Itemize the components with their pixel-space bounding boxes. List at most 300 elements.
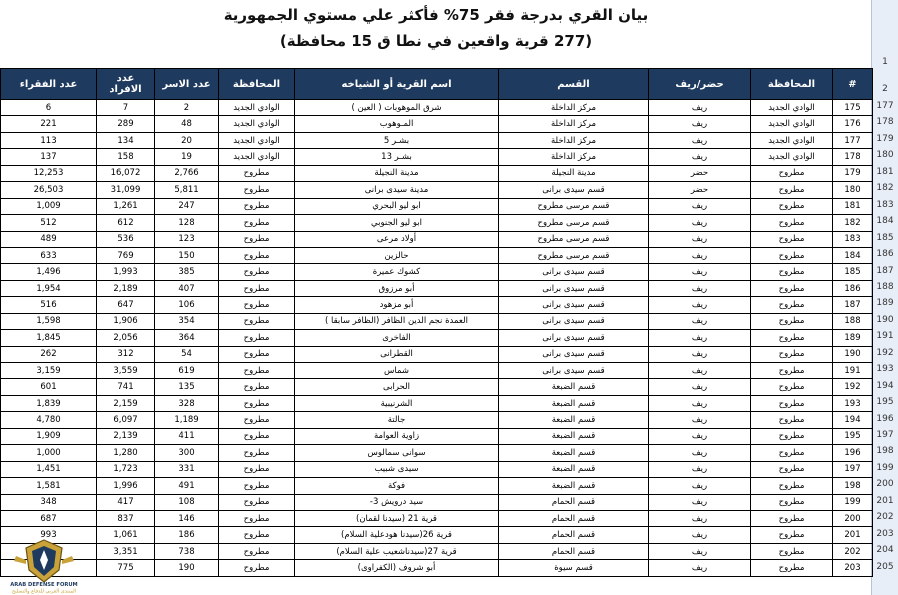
report-title: بيان القري بدرجة فقر 75% فأكثر علي مستوي الجمهورية <box>223 6 649 24</box>
cell-poor[interactable]: 1,909 <box>1 428 97 444</box>
cell-village[interactable]: أبو شروف (الكفراوى) <box>295 560 499 576</box>
cell-individuals[interactable]: 7 <box>97 100 155 116</box>
cell-governorate-2[interactable]: مطروح <box>219 428 295 444</box>
excel-row-number[interactable]: 189 <box>876 298 894 309</box>
cell-governorate[interactable]: مطروح <box>751 313 833 329</box>
excel-row-number[interactable]: 196 <box>876 413 894 424</box>
cell-index[interactable]: 181 <box>833 198 873 214</box>
cell-governorate-2[interactable]: الوادي الجديد <box>219 100 295 116</box>
cell-governorate[interactable]: مطروح <box>751 510 833 526</box>
cell-families[interactable]: 135 <box>155 379 219 395</box>
cell-district[interactable]: قسم مرسى مطروح <box>499 231 649 247</box>
cell-families[interactable]: 54 <box>155 346 219 362</box>
cell-families[interactable]: 108 <box>155 494 219 510</box>
cell-governorate-2[interactable]: مطروح <box>219 363 295 379</box>
col-header-individuals[interactable]: عدد الافراد <box>97 69 155 100</box>
cell-village[interactable]: قرية 21 (سيدنا لقمان) <box>295 510 499 526</box>
cell-governorate[interactable]: مطروح <box>751 346 833 362</box>
excel-row-number[interactable]: 186 <box>876 249 894 260</box>
cell-governorate[interactable]: مطروح <box>751 264 833 280</box>
cell-governorate-2[interactable]: مطروح <box>219 280 295 296</box>
cell-village[interactable]: مدينة النجيلة <box>295 165 499 181</box>
cell-families[interactable]: 328 <box>155 395 219 411</box>
cell-families[interactable]: 2 <box>155 100 219 116</box>
cell-index[interactable]: 191 <box>833 363 873 379</box>
cell-urban-rural[interactable]: ريف <box>649 330 751 346</box>
excel-row-number-2[interactable]: 2 <box>882 84 888 94</box>
cell-governorate-2[interactable]: مطروح <box>219 461 295 477</box>
cell-governorate[interactable]: مطروح <box>751 215 833 231</box>
cell-poor[interactable]: 1,009 <box>1 198 97 214</box>
cell-governorate[interactable]: مطروح <box>751 428 833 444</box>
cell-index[interactable]: 197 <box>833 461 873 477</box>
cell-village[interactable]: ابو ليو البحري <box>295 198 499 214</box>
excel-row-number[interactable]: 203 <box>876 528 894 539</box>
excel-row-number[interactable]: 177 <box>876 101 894 111</box>
cell-families[interactable]: 1,189 <box>155 412 219 428</box>
cell-poor[interactable]: 1,598 <box>1 313 97 329</box>
cell-urban-rural[interactable]: ريف <box>649 494 751 510</box>
cell-urban-rural[interactable]: ريف <box>649 215 751 231</box>
cell-individuals[interactable]: 837 <box>97 510 155 526</box>
cell-urban-rural[interactable]: حضر <box>649 165 751 181</box>
cell-governorate[interactable]: الوادي الجديد <box>751 100 833 116</box>
cell-individuals[interactable]: 536 <box>97 231 155 247</box>
cell-poor[interactable]: 512 <box>1 215 97 231</box>
cell-governorate-2[interactable]: مطروح <box>219 182 295 198</box>
cell-poor[interactable]: 687 <box>1 510 97 526</box>
col-header-governorate[interactable]: المحافظة <box>751 69 833 100</box>
cell-governorate-2[interactable]: مطروح <box>219 379 295 395</box>
excel-row-number[interactable]: 188 <box>876 281 894 292</box>
cell-district[interactable]: مركز الداخلة <box>499 132 649 148</box>
cell-governorate-2[interactable]: مطروح <box>219 165 295 181</box>
cell-urban-rural[interactable]: ريف <box>649 346 751 362</box>
col-header-governorate-2[interactable]: المحافظة <box>219 69 295 100</box>
excel-row-number[interactable]: 184 <box>876 216 894 227</box>
cell-families[interactable]: 407 <box>155 280 219 296</box>
cell-poor[interactable]: 489 <box>1 231 97 247</box>
cell-families[interactable]: 190 <box>155 560 219 576</box>
cell-governorate-2[interactable]: مطروح <box>219 215 295 231</box>
cell-district[interactable]: قسم سيدى برانى <box>499 313 649 329</box>
excel-row-number[interactable]: 193 <box>876 364 894 375</box>
cell-poor[interactable]: 1,839 <box>1 395 97 411</box>
cell-poor[interactable]: 113 <box>1 132 97 148</box>
excel-row-number[interactable]: 195 <box>876 397 894 408</box>
cell-index[interactable]: 201 <box>833 527 873 543</box>
cell-urban-rural[interactable]: ريف <box>649 445 751 461</box>
cell-district[interactable]: مدينة النجيلة <box>499 165 649 181</box>
cell-district[interactable]: قسم مرسى مطروح <box>499 215 649 231</box>
cell-governorate-2[interactable]: مطروح <box>219 478 295 494</box>
cell-poor[interactable]: 993 <box>1 527 97 543</box>
cell-urban-rural[interactable]: ريف <box>649 313 751 329</box>
cell-urban-rural[interactable]: ريف <box>649 280 751 296</box>
cell-governorate-2[interactable]: مطروح <box>219 346 295 362</box>
cell-district[interactable]: مركز الداخلة <box>499 149 649 165</box>
cell-governorate-2[interactable]: الوادي الجديد <box>219 116 295 132</box>
cell-governorate-2[interactable]: مطروح <box>219 543 295 559</box>
cell-village[interactable]: ابو ليو الجنوبي <box>295 215 499 231</box>
cell-poor[interactable]: 262 <box>1 346 97 362</box>
cell-index[interactable]: 182 <box>833 215 873 231</box>
cell-poor[interactable]: 3,159 <box>1 363 97 379</box>
cell-index[interactable]: 199 <box>833 494 873 510</box>
excel-row-number[interactable]: 194 <box>876 380 894 391</box>
excel-row-number[interactable]: 192 <box>876 347 894 358</box>
cell-poor[interactable]: 1,496 <box>1 264 97 280</box>
cell-village[interactable]: حالزين <box>295 247 499 263</box>
cell-individuals[interactable]: 1,261 <box>97 198 155 214</box>
cell-individuals[interactable]: 31,099 <box>97 182 155 198</box>
cell-poor[interactable]: 1,581 <box>1 478 97 494</box>
cell-index[interactable]: 179 <box>833 165 873 181</box>
cell-village[interactable]: بشـر 13 <box>295 149 499 165</box>
excel-row-number[interactable]: 178 <box>876 117 894 128</box>
cell-district[interactable]: قسم سيدى برانى <box>499 297 649 313</box>
cell-urban-rural[interactable]: ريف <box>649 116 751 132</box>
cell-district[interactable]: مركز الداخلة <box>499 116 649 132</box>
cell-individuals[interactable]: 289 <box>97 116 155 132</box>
cell-governorate[interactable]: مطروح <box>751 461 833 477</box>
cell-individuals[interactable]: 1,906 <box>97 313 155 329</box>
cell-index[interactable]: 185 <box>833 264 873 280</box>
cell-families[interactable]: 123 <box>155 231 219 247</box>
cell-urban-rural[interactable]: ريف <box>649 363 751 379</box>
cell-families[interactable]: 619 <box>155 363 219 379</box>
cell-governorate-2[interactable]: مطروح <box>219 395 295 411</box>
cell-index[interactable]: 183 <box>833 231 873 247</box>
cell-individuals[interactable]: 2,159 <box>97 395 155 411</box>
excel-row-number[interactable]: 191 <box>876 331 894 342</box>
col-header-index[interactable]: # <box>833 69 873 100</box>
cell-governorate-2[interactable]: مطروح <box>219 313 295 329</box>
cell-governorate[interactable]: مطروح <box>751 165 833 181</box>
cell-individuals[interactable]: 1,723 <box>97 461 155 477</box>
cell-index[interactable]: 186 <box>833 280 873 296</box>
cell-poor[interactable]: 4,780 <box>1 412 97 428</box>
excel-row-number[interactable]: 201 <box>876 495 894 506</box>
cell-governorate[interactable]: الوادي الجديد <box>751 116 833 132</box>
cell-urban-rural[interactable]: ريف <box>649 412 751 428</box>
cell-index[interactable]: 190 <box>833 346 873 362</box>
cell-urban-rural[interactable]: ريف <box>649 149 751 165</box>
cell-governorate-2[interactable]: مطروح <box>219 560 295 576</box>
cell-poor[interactable]: 26,503 <box>1 182 97 198</box>
cell-district[interactable]: قسم سيدى برانى <box>499 330 649 346</box>
cell-village[interactable]: سيد درويش 3- <box>295 494 499 510</box>
excel-row-number[interactable]: 185 <box>876 232 894 243</box>
cell-governorate-2[interactable]: مطروح <box>219 297 295 313</box>
cell-families[interactable]: 491 <box>155 478 219 494</box>
cell-urban-rural[interactable]: ريف <box>649 560 751 576</box>
cell-individuals[interactable]: 158 <box>97 149 155 165</box>
cell-individuals[interactable]: 1,993 <box>97 264 155 280</box>
cell-index[interactable]: 180 <box>833 182 873 198</box>
cell-governorate[interactable]: مطروح <box>751 363 833 379</box>
cell-individuals[interactable]: 775 <box>97 560 155 576</box>
excel-row-number[interactable]: 181 <box>876 166 894 177</box>
cell-families[interactable]: 364 <box>155 330 219 346</box>
cell-district[interactable]: قسم مرسى مطروح <box>499 247 649 263</box>
cell-district[interactable]: مركز الداخلة <box>499 100 649 116</box>
cell-village[interactable]: المـوهوب <box>295 116 499 132</box>
cell-poor[interactable]: 348 <box>1 494 97 510</box>
cell-index[interactable]: 198 <box>833 478 873 494</box>
cell-individuals[interactable]: 134 <box>97 132 155 148</box>
cell-individuals[interactable]: 769 <box>97 247 155 263</box>
cell-district[interactable]: قسم الضبعة <box>499 412 649 428</box>
excel-row-number[interactable]: 187 <box>876 265 894 276</box>
cell-urban-rural[interactable]: ريف <box>649 510 751 526</box>
cell-governorate[interactable]: مطروح <box>751 527 833 543</box>
cell-index[interactable]: 195 <box>833 428 873 444</box>
cell-urban-rural[interactable]: ريف <box>649 461 751 477</box>
cell-village[interactable]: قرية 26(سيدنا هودعلية السلام) <box>295 527 499 543</box>
cell-governorate[interactable]: مطروح <box>751 412 833 428</box>
cell-urban-rural[interactable]: ريف <box>649 132 751 148</box>
cell-families[interactable]: 20 <box>155 132 219 148</box>
cell-village[interactable]: أبو مرزوق <box>295 280 499 296</box>
cell-governorate[interactable]: مطروح <box>751 560 833 576</box>
cell-individuals[interactable]: 6,097 <box>97 412 155 428</box>
excel-row-number[interactable]: 183 <box>876 199 894 210</box>
cell-individuals[interactable]: 741 <box>97 379 155 395</box>
cell-poor[interactable]: 12,253 <box>1 165 97 181</box>
cell-index[interactable]: 189 <box>833 330 873 346</box>
cell-district[interactable]: قسم الحمام <box>499 543 649 559</box>
cell-governorate-2[interactable]: الوادي الجديد <box>219 132 295 148</box>
cell-district[interactable]: قسم الضبعة <box>499 461 649 477</box>
cell-index[interactable]: 203 <box>833 560 873 576</box>
cell-village[interactable]: العمدة نجم الدين الظافر (الظافر سابقا ) <box>295 313 499 329</box>
cell-governorate-2[interactable]: مطروح <box>219 231 295 247</box>
cell-families[interactable]: 385 <box>155 264 219 280</box>
cell-governorate-2[interactable]: مطروح <box>219 330 295 346</box>
cell-individuals[interactable]: 2,189 <box>97 280 155 296</box>
cell-village[interactable]: سيدى شبيب <box>295 461 499 477</box>
cell-governorate[interactable]: مطروح <box>751 395 833 411</box>
cell-families[interactable]: 186 <box>155 527 219 543</box>
cell-urban-rural[interactable]: ريف <box>649 478 751 494</box>
cell-families[interactable]: 354 <box>155 313 219 329</box>
cell-village[interactable]: أبو مزهود <box>295 297 499 313</box>
cell-urban-rural[interactable]: ريف <box>649 198 751 214</box>
cell-families[interactable]: 300 <box>155 445 219 461</box>
cell-individuals[interactable]: 1,061 <box>97 527 155 543</box>
cell-index[interactable]: 202 <box>833 543 873 559</box>
cell-district[interactable]: قسم الحمام <box>499 527 649 543</box>
cell-individuals[interactable]: 312 <box>97 346 155 362</box>
cell-district[interactable]: قسم سيدى برانى <box>499 182 649 198</box>
cell-individuals[interactable]: 2,056 <box>97 330 155 346</box>
cell-governorate[interactable]: مطروح <box>751 379 833 395</box>
cell-governorate[interactable]: مطروح <box>751 231 833 247</box>
cell-index[interactable]: 200 <box>833 510 873 526</box>
cell-urban-rural[interactable]: ريف <box>649 231 751 247</box>
cell-poor[interactable]: 137 <box>1 149 97 165</box>
excel-row-number[interactable]: 179 <box>876 133 894 144</box>
cell-district[interactable]: قسم سيدى برانى <box>499 264 649 280</box>
cell-district[interactable]: قسم الضبعة <box>499 428 649 444</box>
cell-village[interactable]: كشوك عميرة <box>295 264 499 280</box>
excel-row-number[interactable]: 199 <box>876 462 894 473</box>
cell-urban-rural[interactable]: حضر <box>649 182 751 198</box>
cell-families[interactable]: 19 <box>155 149 219 165</box>
excel-row-number[interactable]: 190 <box>876 314 894 325</box>
excel-row-number-1[interactable]: 1 <box>882 57 888 67</box>
cell-governorate[interactable]: مطروح <box>751 543 833 559</box>
cell-district[interactable]: قسم سيدى برانى <box>499 280 649 296</box>
cell-poor[interactable]: 221 <box>1 116 97 132</box>
cell-index[interactable]: 194 <box>833 412 873 428</box>
excel-row-number[interactable]: 205 <box>876 561 894 572</box>
cell-governorate[interactable]: مطروح <box>751 494 833 510</box>
cell-individuals[interactable]: 2,139 <box>97 428 155 444</box>
cell-district[interactable]: قسم سيدى برانى <box>499 363 649 379</box>
cell-poor[interactable]: 6 <box>1 100 97 116</box>
cell-urban-rural[interactable]: ريف <box>649 527 751 543</box>
cell-village[interactable]: جالتة <box>295 412 499 428</box>
cell-urban-rural[interactable]: ريف <box>649 395 751 411</box>
cell-village[interactable]: زاوية العوامة <box>295 428 499 444</box>
cell-families[interactable]: 150 <box>155 247 219 263</box>
cell-governorate[interactable]: مطروح <box>751 330 833 346</box>
cell-governorate-2[interactable]: مطروح <box>219 412 295 428</box>
cell-governorate[interactable]: مطروح <box>751 445 833 461</box>
cell-index[interactable]: 178 <box>833 149 873 165</box>
cell-individuals[interactable]: 612 <box>97 215 155 231</box>
cell-index[interactable]: 196 <box>833 445 873 461</box>
cell-governorate-2[interactable]: مطروح <box>219 198 295 214</box>
cell-urban-rural[interactable]: ريف <box>649 543 751 559</box>
cell-village[interactable]: الشرنيبية <box>295 395 499 411</box>
cell-poor[interactable]: 633 <box>1 247 97 263</box>
cell-individuals[interactable]: 1,280 <box>97 445 155 461</box>
cell-urban-rural[interactable]: ريف <box>649 379 751 395</box>
cell-governorate[interactable]: الوادي الجديد <box>751 149 833 165</box>
cell-index[interactable]: 187 <box>833 297 873 313</box>
cell-urban-rural[interactable]: ريف <box>649 428 751 444</box>
cell-urban-rural[interactable]: ريف <box>649 100 751 116</box>
cell-district[interactable]: قسم مرسى مطروح <box>499 198 649 214</box>
excel-row-number[interactable]: 182 <box>876 183 894 194</box>
cell-poor[interactable]: 1,000 <box>1 445 97 461</box>
cell-index[interactable]: 177 <box>833 132 873 148</box>
cell-village[interactable]: بشـر 5 <box>295 132 499 148</box>
cell-district[interactable]: قسم الحمام <box>499 494 649 510</box>
cell-village[interactable]: مدينة سيدى برانى <box>295 182 499 198</box>
col-header-urban-rural[interactable]: حضر/ريف <box>649 69 751 100</box>
cell-families[interactable]: 106 <box>155 297 219 313</box>
cell-governorate-2[interactable]: مطروح <box>219 494 295 510</box>
cell-index[interactable]: 188 <box>833 313 873 329</box>
cell-index[interactable]: 192 <box>833 379 873 395</box>
cell-governorate[interactable]: مطروح <box>751 182 833 198</box>
cell-governorate-2[interactable]: الوادي الجديد <box>219 149 295 165</box>
cell-district[interactable]: قسم الحمام <box>499 510 649 526</box>
cell-poor[interactable]: 1,451 <box>1 461 97 477</box>
cell-families[interactable]: 247 <box>155 198 219 214</box>
cell-governorate[interactable]: مطروح <box>751 198 833 214</box>
cell-governorate[interactable]: الوادي الجديد <box>751 132 833 148</box>
cell-village[interactable]: الحرابى <box>295 379 499 395</box>
cell-governorate-2[interactable]: مطروح <box>219 264 295 280</box>
cell-individuals[interactable]: 16,072 <box>97 165 155 181</box>
cell-governorate-2[interactable]: مطروح <box>219 247 295 263</box>
cell-families[interactable]: 48 <box>155 116 219 132</box>
cell-urban-rural[interactable]: ريف <box>649 247 751 263</box>
cell-poor[interactable]: 1,845 <box>1 330 97 346</box>
cell-families[interactable]: 411 <box>155 428 219 444</box>
col-header-district[interactable]: القسم <box>499 69 649 100</box>
cell-district[interactable]: قسم الضبعة <box>499 379 649 395</box>
cell-village[interactable]: سوانى سمالوس <box>295 445 499 461</box>
cell-village[interactable]: أولاد مرعى <box>295 231 499 247</box>
cell-governorate[interactable]: مطروح <box>751 297 833 313</box>
cell-governorate[interactable]: مطروح <box>751 478 833 494</box>
cell-index[interactable]: 193 <box>833 395 873 411</box>
cell-index[interactable]: 184 <box>833 247 873 263</box>
cell-governorate[interactable]: مطروح <box>751 280 833 296</box>
cell-index[interactable]: 175 <box>833 100 873 116</box>
cell-district[interactable]: قسم الضبعة <box>499 478 649 494</box>
cell-families[interactable]: 5,811 <box>155 182 219 198</box>
cell-village[interactable]: فوكة <box>295 478 499 494</box>
cell-governorate-2[interactable]: مطروح <box>219 527 295 543</box>
cell-poor[interactable]: 1,954 <box>1 280 97 296</box>
cell-families[interactable]: 2,766 <box>155 165 219 181</box>
cell-village[interactable]: القطرانى <box>295 346 499 362</box>
cell-village[interactable]: قرية 27(سيدناشعيب علية السلام) <box>295 543 499 559</box>
cell-individuals[interactable]: 3,559 <box>97 363 155 379</box>
cell-individuals[interactable]: 647 <box>97 297 155 313</box>
cell-governorate-2[interactable]: مطروح <box>219 445 295 461</box>
cell-district[interactable]: قسم الضبعة <box>499 395 649 411</box>
excel-row-number[interactable]: 198 <box>876 446 894 457</box>
cell-village[interactable]: الفاخرى <box>295 330 499 346</box>
cell-poor[interactable]: 601 <box>1 379 97 395</box>
cell-families[interactable]: 146 <box>155 510 219 526</box>
excel-row-number[interactable]: 180 <box>876 150 894 161</box>
cell-families[interactable]: 128 <box>155 215 219 231</box>
cell-individuals[interactable]: 417 <box>97 494 155 510</box>
excel-row-number[interactable]: 200 <box>876 479 894 490</box>
cell-families[interactable]: 331 <box>155 461 219 477</box>
cell-district[interactable]: قسم سيوة <box>499 560 649 576</box>
col-header-village[interactable]: اسم القرية أو الشياخه <box>295 69 499 100</box>
excel-row-number[interactable]: 197 <box>876 430 894 440</box>
cell-poor[interactable]: 516 <box>1 297 97 313</box>
col-header-poor[interactable]: عدد الفقراء <box>1 69 97 100</box>
cell-index[interactable]: 176 <box>833 116 873 132</box>
cell-individuals[interactable]: 1,996 <box>97 478 155 494</box>
cell-urban-rural[interactable]: ريف <box>649 297 751 313</box>
excel-row-number[interactable]: 202 <box>876 512 894 523</box>
cell-district[interactable]: قسم سيدى برانى <box>499 346 649 362</box>
excel-row-number[interactable]: 204 <box>876 545 894 556</box>
cell-governorate-2[interactable]: مطروح <box>219 510 295 526</box>
cell-governorate[interactable]: مطروح <box>751 247 833 263</box>
cell-village[interactable]: شماس <box>295 363 499 379</box>
cell-families[interactable]: 738 <box>155 543 219 559</box>
cell-village[interactable]: شرق الموهوبات ( العين ) <box>295 100 499 116</box>
col-header-families[interactable]: عدد الاسر <box>155 69 219 100</box>
cell-district[interactable]: قسم الضبعة <box>499 445 649 461</box>
cell-individuals[interactable]: 3,351 <box>97 543 155 559</box>
cell-urban-rural[interactable]: ريف <box>649 264 751 280</box>
